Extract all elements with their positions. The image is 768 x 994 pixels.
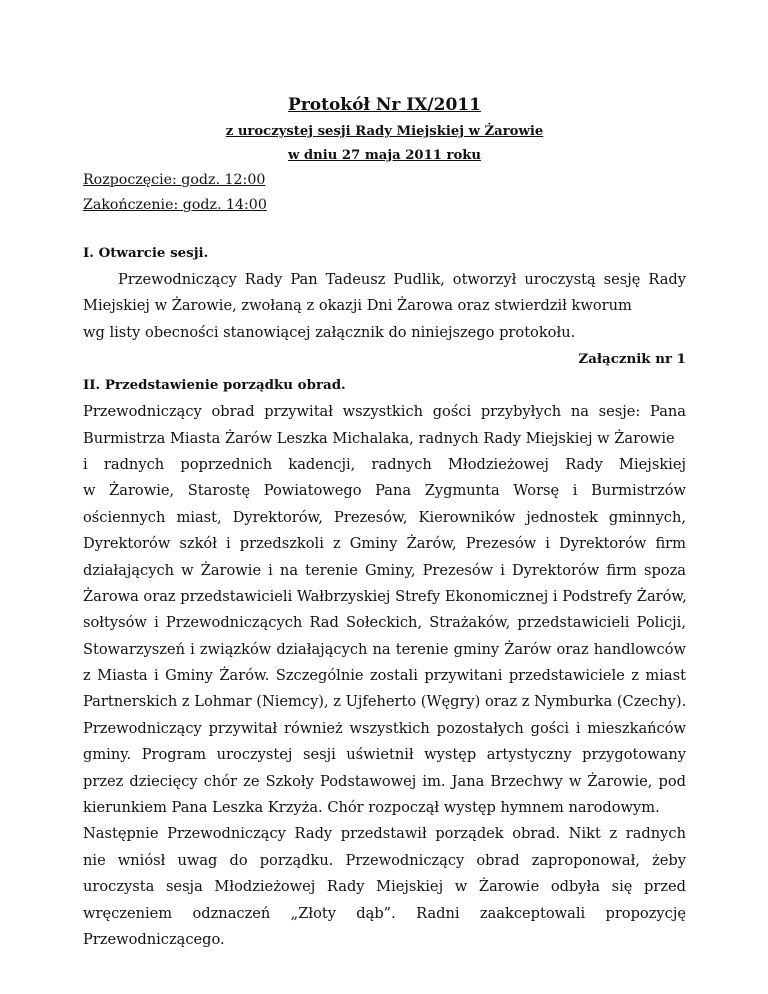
- paragraph-line: Miejskiej w Żarowie, zwołaną z okazji Dni Żarowa oraz stwierdził kworum: [83, 297, 632, 315]
- paragraph-line: Dyrektorów szkół i przedszkoli z Gminy Żarów, Prezesów i Dyrektorów firm: [83, 535, 686, 553]
- document-page: [83, 90, 686, 953]
- attachment-note: Załącznik nr 1: [578, 351, 686, 368]
- paragraph-line: Żarowa oraz przedstawicieli Wałbrzyskiej Strefy Ekonomicznej i Podstrefy Żarów,: [83, 587, 687, 605]
- paragraph-line: Przewodniczącego.: [83, 930, 225, 948]
- section-2-heading: II. Przedstawienie porządku obrad.: [83, 377, 346, 394]
- paragraph-line: przez dziecięcy chór ze Szkoły Podstawowej im. Jana Brzechwy w Żarowie, pod: [83, 772, 686, 790]
- start-time: Rozpoczęcie: godz. 12:00: [83, 172, 266, 188]
- section-1-heading: I. Otwarcie sesji.: [83, 245, 209, 261]
- paragraph-line: z Miasta i Gminy Żarów. Szczególnie zostali przywitani przedstawiciele z miast: [83, 667, 686, 685]
- paragraph-line: gminy. Program uroczystej sesji uświetnił występ artystyczny przygotowany: [83, 746, 686, 764]
- paragraph-line: w Żarowie, Starostę Powiatowego Pana Zygmunta Worsę i Burmistrzów: [83, 482, 686, 500]
- paragraph-line: nie wniósł uwag do porządku. Przewodniczący obrad zaproponował, żeby: [83, 851, 686, 869]
- paragraph-line: Stowarzyszeń i związków działających na terenie gminy Żarów oraz handlowców: [83, 640, 686, 658]
- paragraph-line: kierunkiem Pana Leszka Krzyża. Chór rozpoczął występ hymnem narodowym.: [83, 799, 660, 817]
- document-subtitle-date: w dniu 27 maja 2011 roku: [287, 148, 482, 163]
- paragraph-line: wręczeniem odznaczeń „Złoty dąb”. Radni zaakceptowali propozycję: [83, 904, 686, 922]
- section-2-body: [83, 399, 686, 953]
- paragraph-line: Przewodniczący przywitał również wszystkich pozostałych gości i mieszkańców: [83, 719, 686, 737]
- document-title: Protokół Nr IX/2011: [288, 95, 481, 115]
- paragraph-line: Przewodniczący obrad przywitał wszystkich gości przybyłych na sesje: Pana: [83, 403, 686, 421]
- paragraph-line: i radnych poprzednich kadencji, radnych Młodzieżowej Rady Miejskiej: [83, 455, 686, 473]
- paragraph-line: działających w Żarowie i na terenie Gminy, Prezesów i Dyrektorów firm spoza: [83, 561, 686, 579]
- end-time: Zakończenie: godz. 14:00: [83, 197, 267, 213]
- paragraph-line: ościennych miast, Dyrektorów, Prezesów, Kierowników jednostek gminnych,: [83, 508, 686, 526]
- paragraph-line: Partnerskich z Lohmar (Niemcy), z Ujfeherto (Węgry) oraz z Nymburka (Czechy).: [83, 693, 687, 711]
- paragraph-line: Następnie Przewodniczący Rady przedstawił porządek obrad. Nikt z radnych: [83, 825, 686, 843]
- document-subtitle-session: z uroczystej sesji Rady Miejskiej w Żarowie: [225, 124, 544, 139]
- paragraph-line: Burmistrza Miasta Żarów Leszka Michalaka, radnych Rady Miejskiej w Żarowie: [83, 429, 675, 447]
- paragraph-line: sołtysów i Przewodniczących Rad Sołeckich, Strażaków, przedstawicieli Policji,: [83, 614, 686, 632]
- paragraph-line: uroczysta sesja Młodzieżowej Rady Miejskiej w Żarowie odbyła się przed: [83, 878, 686, 896]
- paragraph-line: Przewodniczący Rady Pan Tadeusz Pudlik, otworzył uroczystą sesję Rady: [118, 271, 686, 288]
- paragraph-line: wg listy obecności stanowiącej załącznik do niniejszego protokołu.: [83, 323, 576, 341]
